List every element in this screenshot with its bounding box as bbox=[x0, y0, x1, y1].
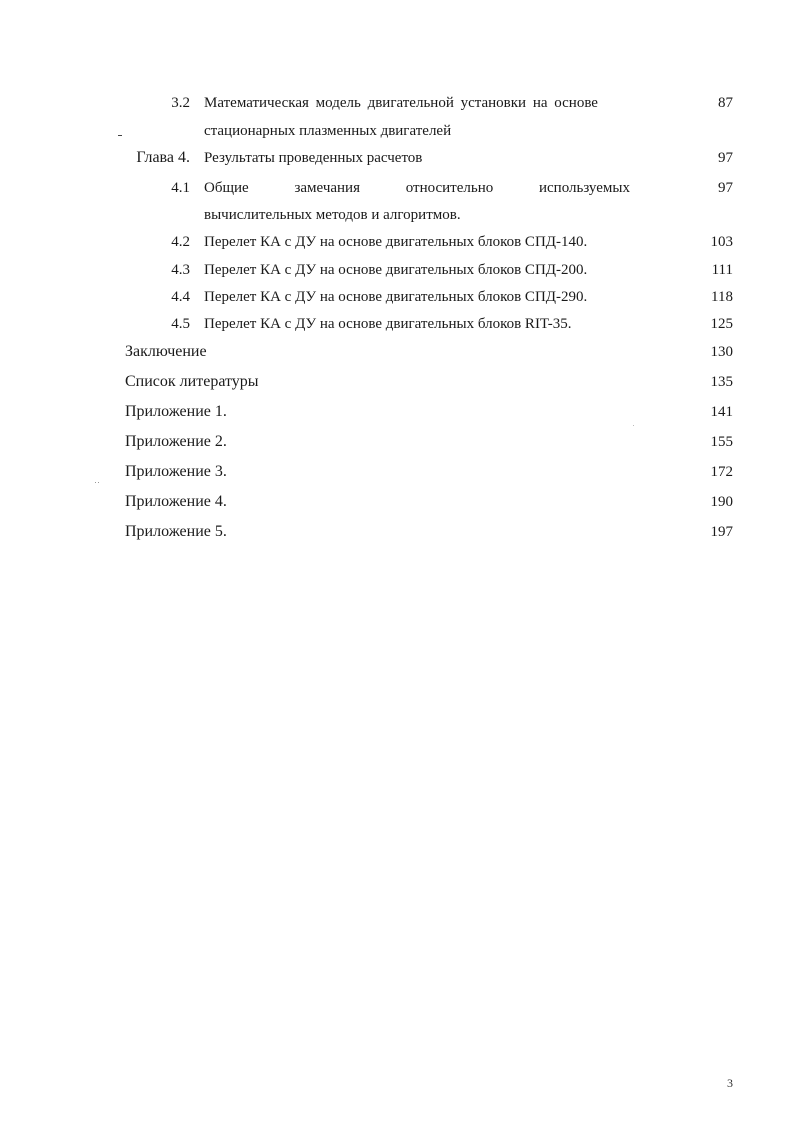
toc-word: используемых bbox=[538, 180, 630, 196]
toc-word: замечания bbox=[294, 180, 360, 196]
toc-title-line2: вычислительных методов и алгоритмов. bbox=[204, 207, 461, 223]
toc-title: Приложение 2. bbox=[125, 433, 227, 450]
toc-title: Приложение 1. bbox=[125, 403, 227, 420]
toc-number: 3.2 bbox=[171, 95, 190, 111]
toc-title: Список литературы bbox=[125, 373, 259, 390]
toc-page: 172 bbox=[710, 464, 733, 480]
toc-page: 135 bbox=[710, 374, 733, 390]
scan-speck bbox=[95, 482, 96, 483]
toc-title-line1: Математическая модель двигательной установки на основе bbox=[204, 95, 598, 111]
toc-title: Приложение 4. bbox=[125, 493, 227, 510]
toc-page: 141 bbox=[710, 404, 733, 420]
toc-page: 125 bbox=[710, 316, 733, 332]
toc-page: 155 bbox=[710, 434, 733, 450]
toc-page: 97 bbox=[718, 150, 733, 166]
toc-page: 118 bbox=[711, 289, 733, 305]
toc-title: Перелет КА с ДУ на основе двигательных блоков СПД-140. bbox=[204, 234, 588, 250]
toc-word: относительно bbox=[405, 180, 494, 196]
toc-title: Перелет КА с ДУ на основе двигательных блоков RIT-35. bbox=[204, 316, 572, 332]
scan-speck bbox=[98, 482, 99, 483]
toc-page: 111 bbox=[711, 262, 733, 278]
toc-title bbox=[204, 179, 630, 197]
toc-page: 130 bbox=[710, 344, 733, 360]
toc-number: Глава 4. bbox=[136, 149, 190, 166]
toc-number: 4.4 bbox=[171, 289, 190, 305]
toc-word: Общие bbox=[204, 180, 249, 196]
scan-speck bbox=[633, 425, 634, 426]
toc-title: Приложение 3. bbox=[125, 463, 227, 480]
toc-title: Перелет КА с ДУ на основе двигательных блоков СПД-290. bbox=[204, 289, 588, 305]
toc-title: Результаты проведенных расчетов bbox=[204, 150, 423, 166]
toc-title: Перелет КА с ДУ на основе двигательных блоков СПД-200. bbox=[204, 262, 588, 278]
toc-page: 87 bbox=[718, 95, 733, 111]
toc-title bbox=[204, 94, 630, 112]
toc-page: 103 bbox=[710, 234, 733, 250]
toc-page: 190 bbox=[710, 494, 733, 510]
toc-number: 4.1 bbox=[171, 180, 190, 196]
toc-title-line2: стационарных плазменных двигателей bbox=[204, 123, 452, 139]
toc-title: Приложение 5. bbox=[125, 523, 227, 540]
toc-number: 4.2 bbox=[171, 234, 190, 250]
toc-title: Заключение bbox=[125, 343, 207, 360]
toc-page: 197 bbox=[710, 524, 733, 540]
toc-page: 97 bbox=[718, 180, 733, 196]
toc-number: 4.5 bbox=[171, 316, 190, 332]
toc-number: 4.3 bbox=[171, 262, 190, 278]
page-number: 3 bbox=[727, 1076, 733, 1090]
scan-speck bbox=[118, 135, 122, 136]
